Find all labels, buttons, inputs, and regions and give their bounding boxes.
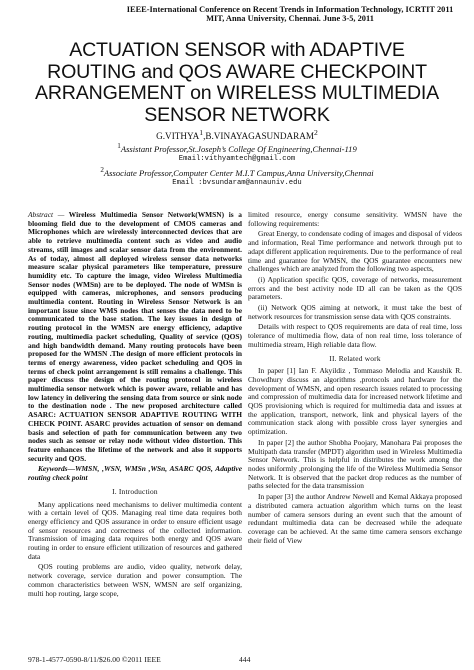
section-related-work-heading: II. Related work	[329, 353, 381, 363]
page-number: 444	[239, 655, 251, 664]
intro-paragraph-2: QOS routing problems are audio, video quality, network delay, network coverage, service duration and power consumption. The common characteristics between WSN, WMSN are self organizing, multi hop routing, large scope,	[28, 562, 242, 598]
title-line-3: ARRANGEMENT on WIRELESS MULTIMEDIA	[34, 82, 440, 104]
keywords-text: WMSN, ,WSN, WMSn ,WSn, ASARC QOS, Adaptive routing check point	[28, 464, 242, 483]
author-2-sup: 2	[314, 128, 318, 137]
abstract-label: Abstract —	[28, 210, 65, 219]
affiliation-1-text: Assistant Professor,St.Joseph’s College Of Engineering,Chennai-119	[120, 144, 357, 155]
author-2: ,B.VINAYAGASUNDARAM	[203, 131, 315, 142]
right-paragraph-4: (ii) Network QOS aiming at network, it must take the best of network resources for transmission sense data with QOS constraints.	[248, 303, 462, 321]
related-work-paragraph-2: In paper [2] the author Shobha Poojary, Manohara Pai proposes the Multipath data transfer (MPDT) algorithm used in Wireless Multimedia Sensor Network. This is helpful in distributes the work among the nodes uniformly ,prolonging the life of the Wireless Multimedia Sensor Network. It is observed that the packet drop reduces as the number of paths selected for the data transmission	[248, 437, 462, 491]
right-column	[248, 211, 462, 547]
title-line-4: SENSOR NETWORK	[144, 103, 330, 126]
abstract-text: Wireless Multimedia Sensor Network(WMSN) is a blooming field due to the development of CMOS cameras and Microphones which are wirelessly interconnected devices that are able to retrieve multimedia content such as video and audio streams, still images and scalar sensor data from the environment. As of today, almost all deployed wireless sensor data networks measure scalar physical parameters like temperature, pressure humidity etc. To capture the image, video Wireless Multimedia Sensor nodes (WMSn) are to be deployed. The node of WMSn is equipped with cameras, microphones, and sensors producing multimedia content. Routing in Wireless Sensor Network is an important issue since WMS nodes that senses the data need to be communicated to the base station. The key issues in design of routing protocol in the WMSN are energy efficiency, adaptive routing, multimedia packet scheduling, Quality of service (QOS) and high bandwidth demand. Many routing protocols have been proposed for the WMSN .The design of more efficient protocols in terms of energy awareness, video packet scheduling and QOS in terms of check point arrangement is still remains a challenge. This paper discuss the design of the routing protocol in wireless multimedia sensor network which is power aware, reliable and has low latency in delivering the sensing data from source or sink node to the destination node . The new proposed architecture called ASARC: ACTUATION SENSOR ADAPTIVE ROUTING WITH CHECK POINT. ASARC provides actuation of sensor on demand basis and selection of path for communication between any two nodes such as sensor or relay node without video distortion. This feature enhances the lifetime of the network and also it supports security and QOS.	[28, 210, 242, 463]
title-line-1: ACTUATION SENSOR with ADAPTIVE	[69, 39, 405, 61]
intro-paragraph-1: Many applications need mechanisms to deliver multimedia content with a certain level of QOS. Managing real time data requires both energy efficiency and QOS assurance in order to ensure efficient usage of sensor resources and correctness of the collected information. Transmission of imaging data requires both energy and QOS aware routing in order to ensure efficient utilization of resources and gathered data	[28, 499, 242, 561]
affiliation-2-sup: 2	[100, 165, 104, 174]
isbn-copyright: 978-1-4577-0590-8/11/$26.00 ©2011 IEEE	[28, 655, 161, 664]
conference-line-2: MIT, Anna University, Chennai. June 3-5, 2011	[206, 14, 374, 24]
affiliation-1-sup: 1	[117, 142, 121, 151]
section-introduction-heading: I. Introduction	[112, 486, 158, 496]
right-paragraph-1: limited resource, energy consume sensitivity. WMSN have the following requirements:	[248, 210, 462, 228]
conference-header	[120, 5, 460, 24]
affiliation-1	[14, 141, 460, 154]
keywords-label: Keywords—	[38, 464, 75, 474]
conference-line-1: IEEE-International Conference on Recent Trends in Information Technology, ICRTIT 2011	[126, 5, 454, 14]
author-names	[14, 128, 460, 141]
affiliation-2	[14, 165, 460, 178]
right-paragraph-2: Great Energy, to condensate coding of images and disposal of videos and information, Real Time performance and network through put to adapt different application requirements. Due to the performance of real time and guarantee for WMSN, the QOS guarantee encounters new challenges which are analyzed from the following two aspects,	[248, 229, 462, 274]
related-work-paragraph-3: In paper [3] the author Andrew Newell and Kemal Akkaya proposed a distributed camera actuation algorithm which turns on the least number of camera sensors during an event such that the amount of redundant multimedia data can be decreased while the adequate coverage can be achieved. At the same time camera sensors exchange their field of View	[248, 492, 462, 545]
right-paragraph-3: (i) Application specific QOS, coverage of networks, measurement errors and the best activity node ID all can be taken as the QOS parameters.	[248, 274, 462, 302]
related-work-paragraph-1: In paper [1] Ian F. Akyildiz , Tommaso Melodia and Kaushik R. Chowdhury discuss an algorithms ,protocols and hardware for the development of WMSN, and open research issues related to processing and compression of multimedia data for increased network lifetime and QOS provisioning which is required for multimedia data and issues at the application, transport, network, link and physical layers of the communication stack along with possible cross layer synergies and optimization.	[248, 366, 462, 437]
email-2[interactable]: Email :bvsundaram@annauniv.edu	[172, 178, 302, 187]
author-block	[14, 128, 460, 188]
affiliation-2-text: Associate Professor,Computer Center M.I.T Campus,Anna University,Chennai	[103, 167, 374, 178]
right-paragraph-5: Details with respect to QOS requirements are data of real time, loss tolerance of multimedia flow, data of non real time, loss tolerance of multimedia stream, High reliable data flow.	[248, 322, 462, 349]
author-1-sup: 1	[199, 128, 204, 137]
keywords	[28, 465, 242, 482]
email-1[interactable]: Email:vithyamtech@gmail.com	[178, 155, 296, 164]
author-1: G.VITHYA	[156, 131, 200, 142]
abstract	[28, 211, 242, 463]
paper-title	[14, 40, 460, 126]
left-column	[28, 211, 242, 600]
title-line-2: ROUTING and QOS AWARE CHECKPOINT	[47, 60, 427, 83]
